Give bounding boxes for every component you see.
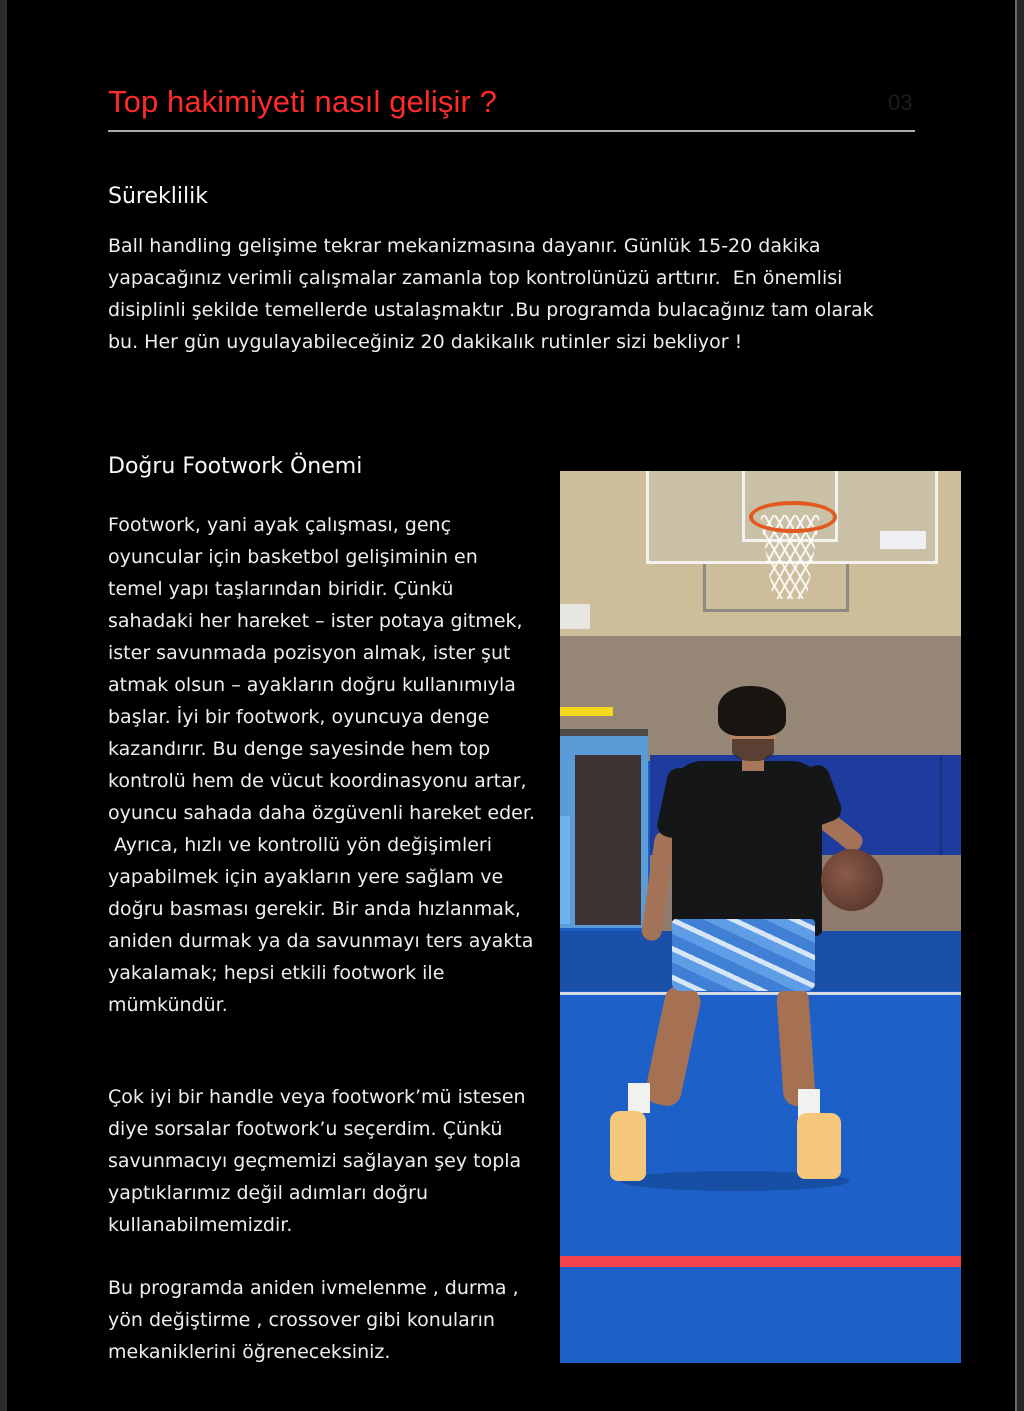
text-line: kontrolü hem de vücut koordinasyonu artar, xyxy=(108,770,527,792)
door-glass xyxy=(560,816,570,924)
text-line: yapabilmek için ayakların yere sağlam ve xyxy=(108,866,504,888)
right-frame-edge xyxy=(1017,0,1024,1411)
text-line: oyuncular için basketbol gelişiminin en xyxy=(108,546,478,568)
section-heading-footwork: Doğru Footwork Önemi xyxy=(108,454,363,479)
text-line: sahadaki her hareket – ister potaya gitmek, xyxy=(108,610,523,632)
text-line: yön değiştirme , crossover gibi konuların xyxy=(108,1309,495,1331)
text-line: disiplinli şekilde temellerde ustalaşmaktır .Bu programda bulacağınız tam olarak xyxy=(108,299,874,321)
text-line: Ball handling gelişime tekrar mekanizmasına dayanır. Günlük 15-20 dakika xyxy=(108,235,821,257)
text-line: kazandırır. Bu denge sayesinde hem top xyxy=(108,738,491,760)
section-body-footwork-p2 xyxy=(108,1081,526,1241)
player-shirt xyxy=(672,761,822,936)
yellow-sign xyxy=(560,707,613,716)
hoop-rim xyxy=(749,501,837,533)
text-line: temel yapı taşlarından biridir. Çünkü xyxy=(108,578,454,600)
text-line: Bu programda aniden ivmelenme , durma , xyxy=(108,1277,519,1299)
player-shorts xyxy=(672,919,815,991)
page-number: 03 xyxy=(888,90,913,115)
door xyxy=(575,755,641,925)
text-line: mümkündür. xyxy=(108,994,228,1016)
text-line: diye sorsalar footwork’u seçerdim. Çünkü xyxy=(108,1118,503,1140)
wall-pad-seam xyxy=(940,755,942,855)
player-beard xyxy=(732,739,774,761)
text-line: başlar. İyi bir footwork, oyuncuya denge xyxy=(108,706,490,728)
section-body-sureklilik xyxy=(108,230,874,358)
text-line: yaptıklarımız değil adımları doğru xyxy=(108,1182,429,1204)
text-line: Ayrıca, hızlı ve kontrollü yön değişimleri xyxy=(108,834,492,856)
wall-bracket xyxy=(560,604,590,629)
text-line: ister savunmada pozisyon almak, ister şut xyxy=(108,642,511,664)
player-shoe-left xyxy=(610,1111,646,1181)
text-line: mekaniklerini öğreneceksiniz. xyxy=(108,1341,391,1363)
text-line: aniden durmak ya da savunmayı ters ayakta xyxy=(108,930,534,952)
text-line: atmak olsun – ayakların doğru kullanımıyla xyxy=(108,674,516,696)
text-line: oyuncu sahada daha özgüvenli hareket eder. xyxy=(108,802,535,824)
court-line-red xyxy=(560,1256,961,1267)
text-line: yakalamak; hepsi etkili footwork ile xyxy=(108,962,445,984)
text-line: Footwork, yani ayak çalışması, genç xyxy=(108,514,452,536)
backboard-sticker xyxy=(880,531,926,549)
left-frame-edge xyxy=(0,0,7,1411)
text-line: bu. Her gün uygulayabileceğiniz 20 dakikalık rutinler sizi bekliyor ! xyxy=(108,331,743,353)
section-body-footwork-p1 xyxy=(108,509,535,1021)
page-title: Top hakimiyeti nasıl gelişir ? xyxy=(108,84,497,119)
text-line: kullanabilmemizdir. xyxy=(108,1214,293,1236)
title-divider xyxy=(108,130,915,132)
section-body-footwork-p3 xyxy=(108,1272,519,1368)
basketball xyxy=(821,849,883,911)
section-heading-sureklilik: Süreklilik xyxy=(108,184,208,209)
player-hair xyxy=(718,686,786,736)
text-line: savunmacıyı geçmemizi sağlayan şey topla xyxy=(108,1150,522,1172)
court-line-white xyxy=(560,992,961,995)
text-line: doğru basması gerekir. Bir anda hızlanmak, xyxy=(108,898,521,920)
player-sock-left xyxy=(628,1083,650,1113)
player-photo xyxy=(560,471,961,1363)
text-line: yapacağınız verimli çalışmalar zamanla top kontrolünüzü arttırır. En önemlisi xyxy=(108,267,843,289)
player-shoe-right xyxy=(797,1113,841,1179)
text-line: Çok iyi bir handle veya footwork’mü istesen xyxy=(108,1086,526,1108)
